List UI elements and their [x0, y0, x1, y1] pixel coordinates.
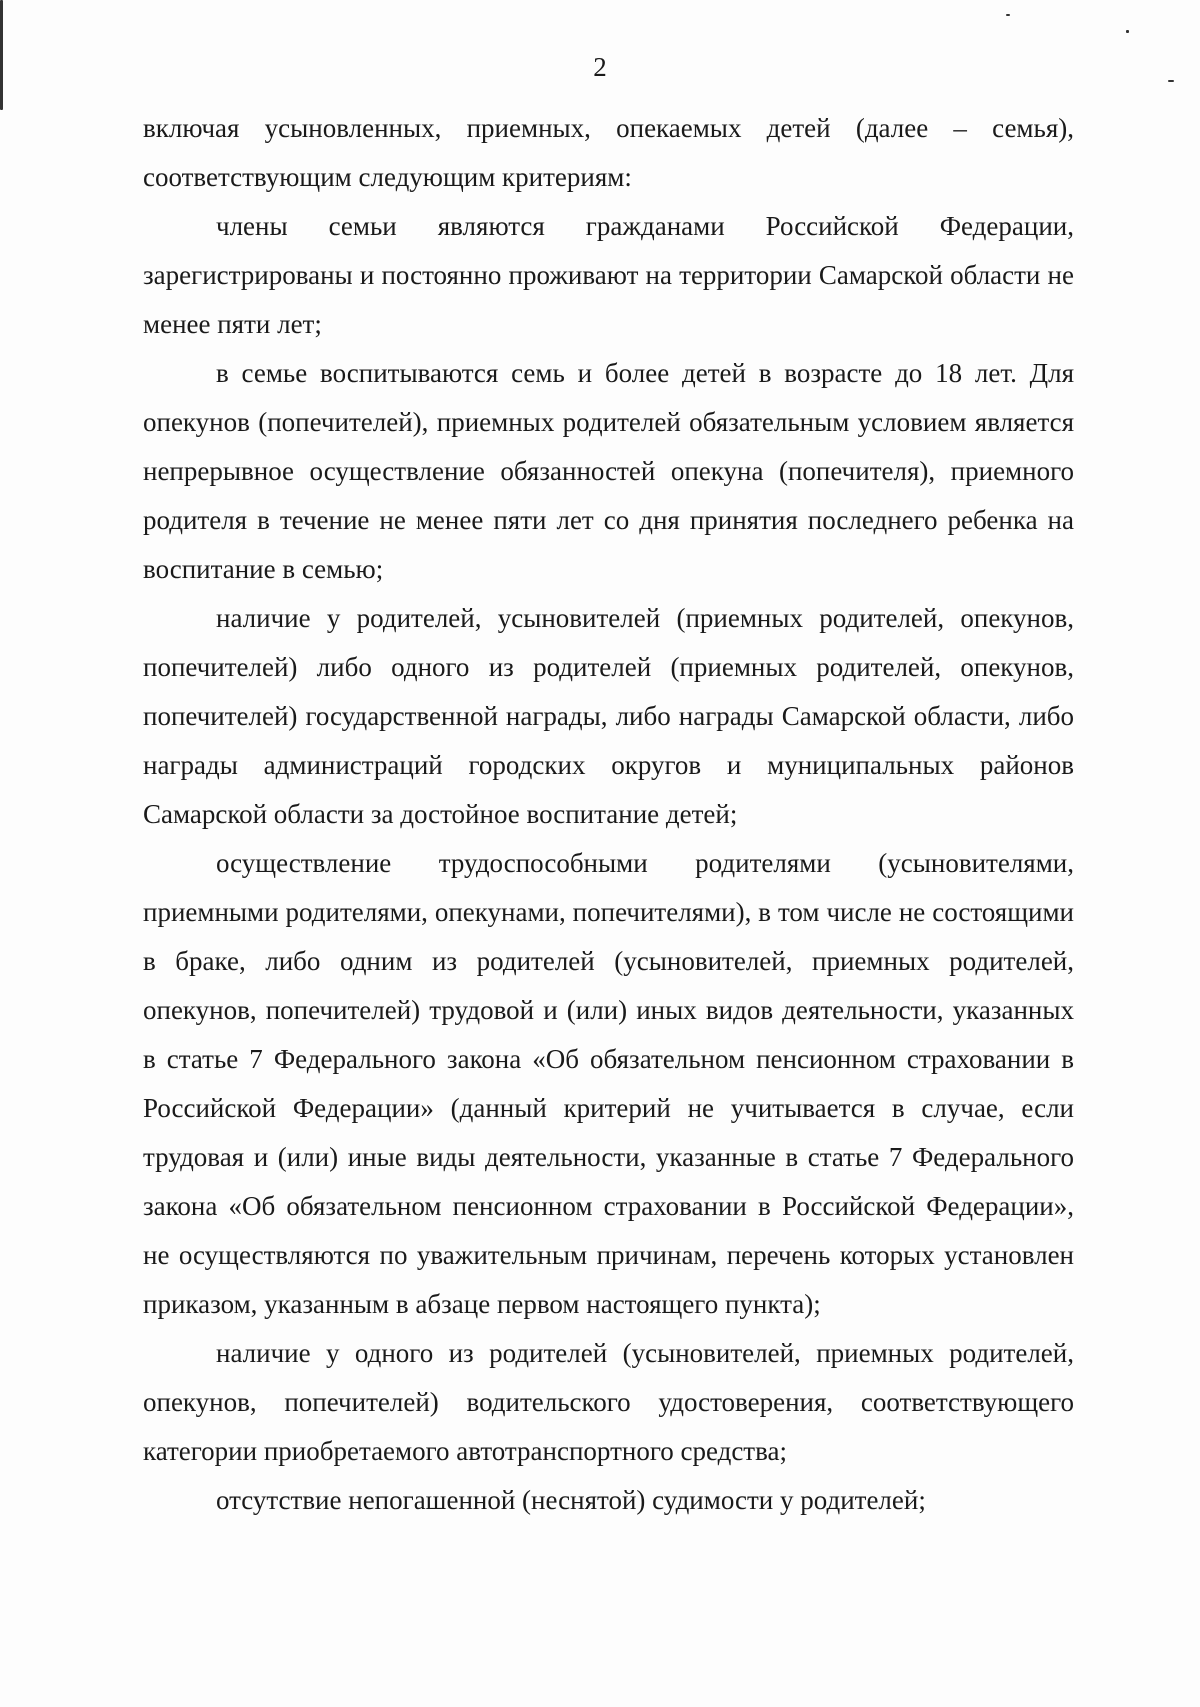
paragraph: наличие у одного из родителей (усыновителей, приемных родителей, опекунов, попечителей) водительского удостоверения, соответствующего категории приобретаемого автотранспортного средства; [143, 1338, 1074, 1466]
scan-artifact [1006, 14, 1010, 16]
scan-artifact [1126, 30, 1129, 33]
paragraph: наличие у родителей, усыновителей (приемных родителей, опекунов, попечителей) либо одного из родителей (приемных родителей, опекунов, попечителей) государственной награды, либо награды Самарской области, либо награды администраций городских округов и муниципальных районов Самарской области за достойное воспитание детей; [143, 603, 1074, 829]
paragraph: в семье воспитываются семь и более детей в возрасте до 18 лет. Для опекунов (попечителей), приемных родителей обязательным условием является непрерывное осуществление обязанностей опекуна (попечителя), приемного родителя в течение не менее пяти лет со дня принятия последнего ребенка на воспитание в семью; [143, 358, 1074, 584]
paragraph: осуществление трудоспособными родителями (усыновителями, приемными родителями, опекунами, попечителями), в том числе не состоящими в браке, либо одним из родителей (усыновителей, приемных родителей, опекунов, попечителей) трудовой и (или) иных видов деятельности, указанных в статье 7 Федерального закона «Об обязательном пенсионном страховании в Российской Федерации» (данный критерий не учитывается в случае, если трудовая и (или) иные виды деятельности, указанные в статье 7 Федерального закона «Об обязательном пенсионном страховании в Российской Федерации», не осуществляются по уважительным причинам, перечень которых установлен приказом, указанным в абзаце первом настоящего пункта); [143, 848, 1074, 1319]
document-body [143, 104, 1074, 1525]
paragraph: члены семьи являются гражданами Российской Федерации, зарегистрированы и постоянно проживают на территории Самарской области не менее пяти лет; [143, 211, 1074, 339]
paragraph: включая усыновленных, приемных, опекаемых детей (далее – семья), соответствующим следующим критериям: [143, 113, 1074, 192]
page-number: 2 [593, 52, 607, 82]
paragraph: отсутствие непогашенной (неснятой) судимости у родителей; [216, 1485, 926, 1515]
